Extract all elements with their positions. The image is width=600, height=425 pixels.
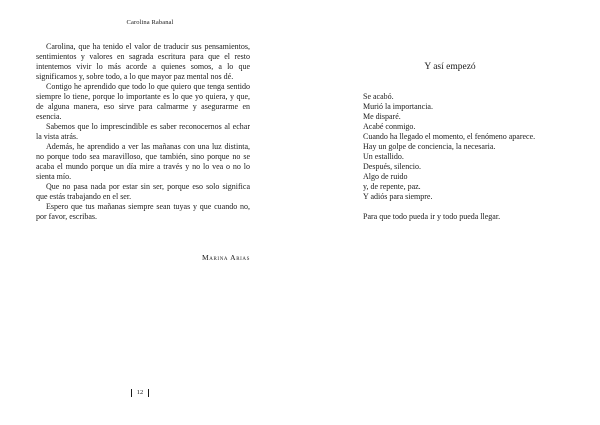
poem-line: y, de repente, paz. — [363, 182, 421, 191]
poem-line: Hay un golpe de conciencia, la necesaria. — [363, 142, 496, 151]
paragraph: Que no pasa nada por estar sin ser, porque eso solo significa que estás trabajando en el ser. — [36, 182, 250, 201]
poem-line: Un estallido. — [363, 152, 404, 161]
folio-bar-right — [148, 389, 149, 397]
poem-line: Me disparé. — [363, 112, 401, 121]
right-page — [300, 0, 600, 425]
poem-line: Y adiós para siempre. — [363, 192, 433, 201]
poem — [363, 92, 583, 222]
poem-line: Cuando ha llegado el momento, el fenómeno aparece. — [363, 132, 536, 141]
paragraph: Sabemos que lo imprescindible es saber reconocernos al echar la vista atrás. — [36, 122, 250, 141]
dedication-text — [36, 42, 250, 222]
poem-line: Acabé conmigo. — [363, 122, 416, 131]
poem-line: Para que todo pueda ir y todo pueda llegar. — [363, 212, 501, 221]
signature: Marina Arias — [202, 253, 250, 262]
paragraph: Carolina, que ha tenido el valor de traducir sus pensamientos, sentimientos y valores en sagrada escritura para que el resto intentemos vivir lo más acorde a quienes somos, a lo que significamos y, sobre todo, a lo que mayor paz mental nos dé. — [36, 42, 250, 81]
folio-bar-left — [131, 389, 132, 397]
paragraph: Espero que tus mañanas siempre sean tuyas y que cuando no, por favor, escribas. — [36, 202, 250, 221]
stanza-break — [363, 202, 583, 212]
poem-line: Algo de ruido — [363, 172, 408, 181]
poem-line: Murió la importancia. — [363, 102, 433, 111]
page-number: 12 — [136, 389, 144, 396]
poem-line: Se acabó. — [363, 92, 394, 101]
paragraph: Además, he aprendido a ver las mañanas con una luz distinta, no porque todo sea maravilloso, que también, sino porque no se acaba el mundo porque un día mire a través y no lo vea o no lo sienta mío. — [36, 142, 250, 181]
poem-title: Y así empezó — [424, 62, 476, 72]
paragraph: Contigo he aprendido que todo lo que quiero que tenga sentido siempre lo tiene, porque lo importante es lo que yo quiera, y que, de alguna manera, eso sirve para calmarme y asegurarme en esencia. — [36, 82, 250, 121]
poem-line: Después, silencio. — [363, 162, 421, 171]
page-number-box — [128, 388, 152, 398]
running-header: Carolina Rabanal — [126, 19, 174, 26]
